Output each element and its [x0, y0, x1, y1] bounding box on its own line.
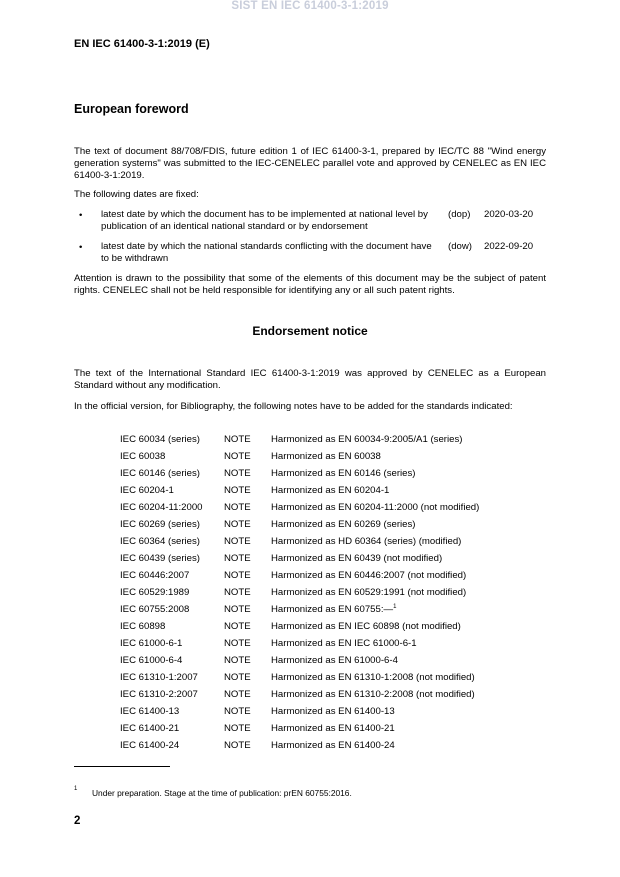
- note-label: NOTE: [224, 570, 251, 581]
- harmonized-text: Harmonized as EN 61310-1:2008 (not modified): [271, 672, 475, 683]
- standard-ref: IEC 60439 (series): [120, 553, 200, 564]
- harmonized-text: Harmonized as EN 61400-13: [271, 706, 395, 717]
- note-label: NOTE: [224, 723, 251, 734]
- date-item-text: latest date by which the national standards conflicting with the document have to be withdrawn: [101, 241, 432, 264]
- note-label: NOTE: [224, 485, 251, 496]
- note-label: NOTE: [224, 519, 251, 530]
- note-label: NOTE: [224, 689, 251, 700]
- note-label: NOTE: [224, 587, 251, 598]
- date-item-date: 2020-03-20: [484, 209, 534, 220]
- harmonized-text-content: Harmonized as EN 60755:—: [271, 604, 394, 615]
- table-row: [120, 723, 479, 740]
- footnote-reference: 1: [393, 603, 397, 610]
- note-label: NOTE: [224, 553, 251, 564]
- note-label: NOTE: [224, 434, 251, 445]
- standard-ref: IEC 60529:1989: [120, 587, 190, 598]
- harmonized-text: Harmonized as EN 61400-24: [271, 740, 395, 751]
- table-row: [120, 536, 479, 553]
- harmonized-text: Harmonized as EN 60529:1991 (not modified): [271, 587, 467, 598]
- endorsement-heading: Endorsement notice: [252, 324, 368, 338]
- harmonized-text: Harmonized as EN 61000-6-4: [271, 655, 398, 666]
- harmonized-text: Harmonized as HD 60364 (series) (modified): [271, 536, 462, 547]
- standard-ref: IEC 60034 (series): [120, 434, 200, 445]
- table-row: [120, 451, 479, 468]
- standard-ref: IEC 60204-1: [120, 485, 174, 496]
- harmonized-text: Harmonized as EN 60204-11:2000 (not modified): [271, 502, 480, 513]
- note-label: NOTE: [224, 604, 251, 615]
- date-item-code: (dop): [448, 209, 471, 220]
- harmonized-text: Harmonized as EN 60439 (not modified): [271, 553, 443, 564]
- table-row: [120, 587, 479, 604]
- harmonized-text: Harmonized as EN 61400-21: [271, 723, 395, 734]
- foreword-intro-paragraph: The text of document 88/708/FDIS, future edition 1 of IEC 61400-3-1, prepared by IEC/TC 88 "Wind energy generation systems" was submitted to the IEC-CENELEC parallel vote and approved by CENELEC as EN IEC 61400-3-1:2019.: [74, 146, 546, 181]
- harmonized-text: Harmonized as EN IEC 61000-6-1: [271, 638, 417, 649]
- standard-ref: IEC 60269 (series): [120, 519, 200, 530]
- foreword-heading: European foreword: [74, 102, 189, 116]
- footnote-text: Under preparation. Stage at the time of publication: prEN 60755:2016.: [92, 788, 352, 798]
- table-row: [120, 621, 479, 638]
- standard-ref: IEC 61400-21: [120, 723, 180, 734]
- bullet-icon: •: [79, 210, 83, 221]
- standard-ref: IEC 60755:2008: [120, 604, 190, 615]
- bibliography-notes-table: [120, 434, 479, 757]
- note-label: NOTE: [224, 672, 251, 683]
- dates-intro: The following dates are fixed:: [74, 189, 199, 200]
- table-row: [120, 468, 479, 485]
- table-row: [120, 519, 479, 536]
- standard-ref: IEC 61000-6-4: [120, 655, 183, 666]
- standard-ref: IEC 60364 (series): [120, 536, 200, 547]
- table-row: [120, 553, 479, 570]
- table-row: [120, 655, 479, 672]
- table-row: [120, 485, 479, 502]
- patent-notice-paragraph: Attention is drawn to the possibility that some of the elements of this document may be the subject of patent rights. CENELEC shall not be held responsible for identifying any or all such patent rights.: [74, 273, 546, 296]
- note-label: NOTE: [224, 502, 251, 513]
- standard-ref: IEC 61310-1:2007: [120, 672, 198, 683]
- harmonized-text: Harmonized as EN 60034-9:2005/A1 (series): [271, 434, 463, 445]
- page-number: 2: [74, 815, 81, 827]
- harmonized-text: Harmonized as EN 60269 (series): [271, 519, 416, 530]
- endorsement-paragraph: The text of the International Standard IEC 61400-3-1:2019 was approved by CENELEC as a European Standard without any modification.: [74, 368, 546, 391]
- table-row: [120, 740, 479, 757]
- harmonized-text: Harmonized as EN 60204-1: [271, 485, 390, 496]
- note-label: NOTE: [224, 655, 251, 666]
- document-id-header: EN IEC 61400-3-1:2019 (E): [74, 38, 210, 50]
- standard-ref: IEC 60898: [120, 621, 166, 632]
- note-label: NOTE: [224, 621, 251, 632]
- standard-ref: IEC 61310-2:2007: [120, 689, 198, 700]
- standard-ref: IEC 60038: [120, 451, 166, 462]
- note-label: NOTE: [224, 451, 251, 462]
- table-row: [120, 706, 479, 723]
- note-label: NOTE: [224, 468, 251, 479]
- bullet-icon: •: [79, 242, 83, 253]
- standard-ref: IEC 60446:2007: [120, 570, 190, 581]
- harmonized-text: [271, 604, 479, 621]
- table-row: [120, 502, 479, 519]
- harmonized-text: Harmonized as EN 60038: [271, 451, 381, 462]
- table-row: [120, 689, 479, 706]
- table-row: [120, 570, 479, 587]
- bibliography-intro: In the official version, for Bibliography, the following notes have to be added for the standards indicated:: [74, 401, 513, 412]
- date-item-code: (dow): [448, 241, 472, 252]
- table-row: [120, 604, 479, 621]
- note-label: NOTE: [224, 740, 251, 751]
- standard-ref: IEC 60204-11:2000: [120, 502, 203, 513]
- date-item-date: 2022-09-20: [484, 241, 534, 252]
- harmonized-text: Harmonized as EN 60146 (series): [271, 468, 416, 479]
- date-item-text: latest date by which the document has to be implemented at national level by publication of an identical national standard or by endorsement: [101, 209, 428, 232]
- standard-ref: IEC 61400-13: [120, 706, 180, 717]
- table-row: [120, 672, 479, 689]
- table-row: [120, 434, 479, 451]
- harmonized-text: Harmonized as EN 61310-2:2008 (not modified): [271, 689, 475, 700]
- note-label: NOTE: [224, 536, 251, 547]
- note-label: NOTE: [224, 638, 251, 649]
- standard-ref: IEC 61000-6-1: [120, 638, 183, 649]
- footnote-separator: [74, 766, 170, 767]
- standard-ref: IEC 61400-24: [120, 740, 180, 751]
- table-row: [120, 638, 479, 655]
- harmonized-text: Harmonized as EN IEC 60898 (not modified): [271, 621, 461, 632]
- standard-ref: IEC 60146 (series): [120, 468, 200, 479]
- watermark: SIST EN IEC 61400-3-1:2019: [231, 0, 389, 12]
- footnote-mark: 1: [74, 786, 78, 792]
- harmonized-text: Harmonized as EN 60446:2007 (not modified): [271, 570, 467, 581]
- note-label: NOTE: [224, 706, 251, 717]
